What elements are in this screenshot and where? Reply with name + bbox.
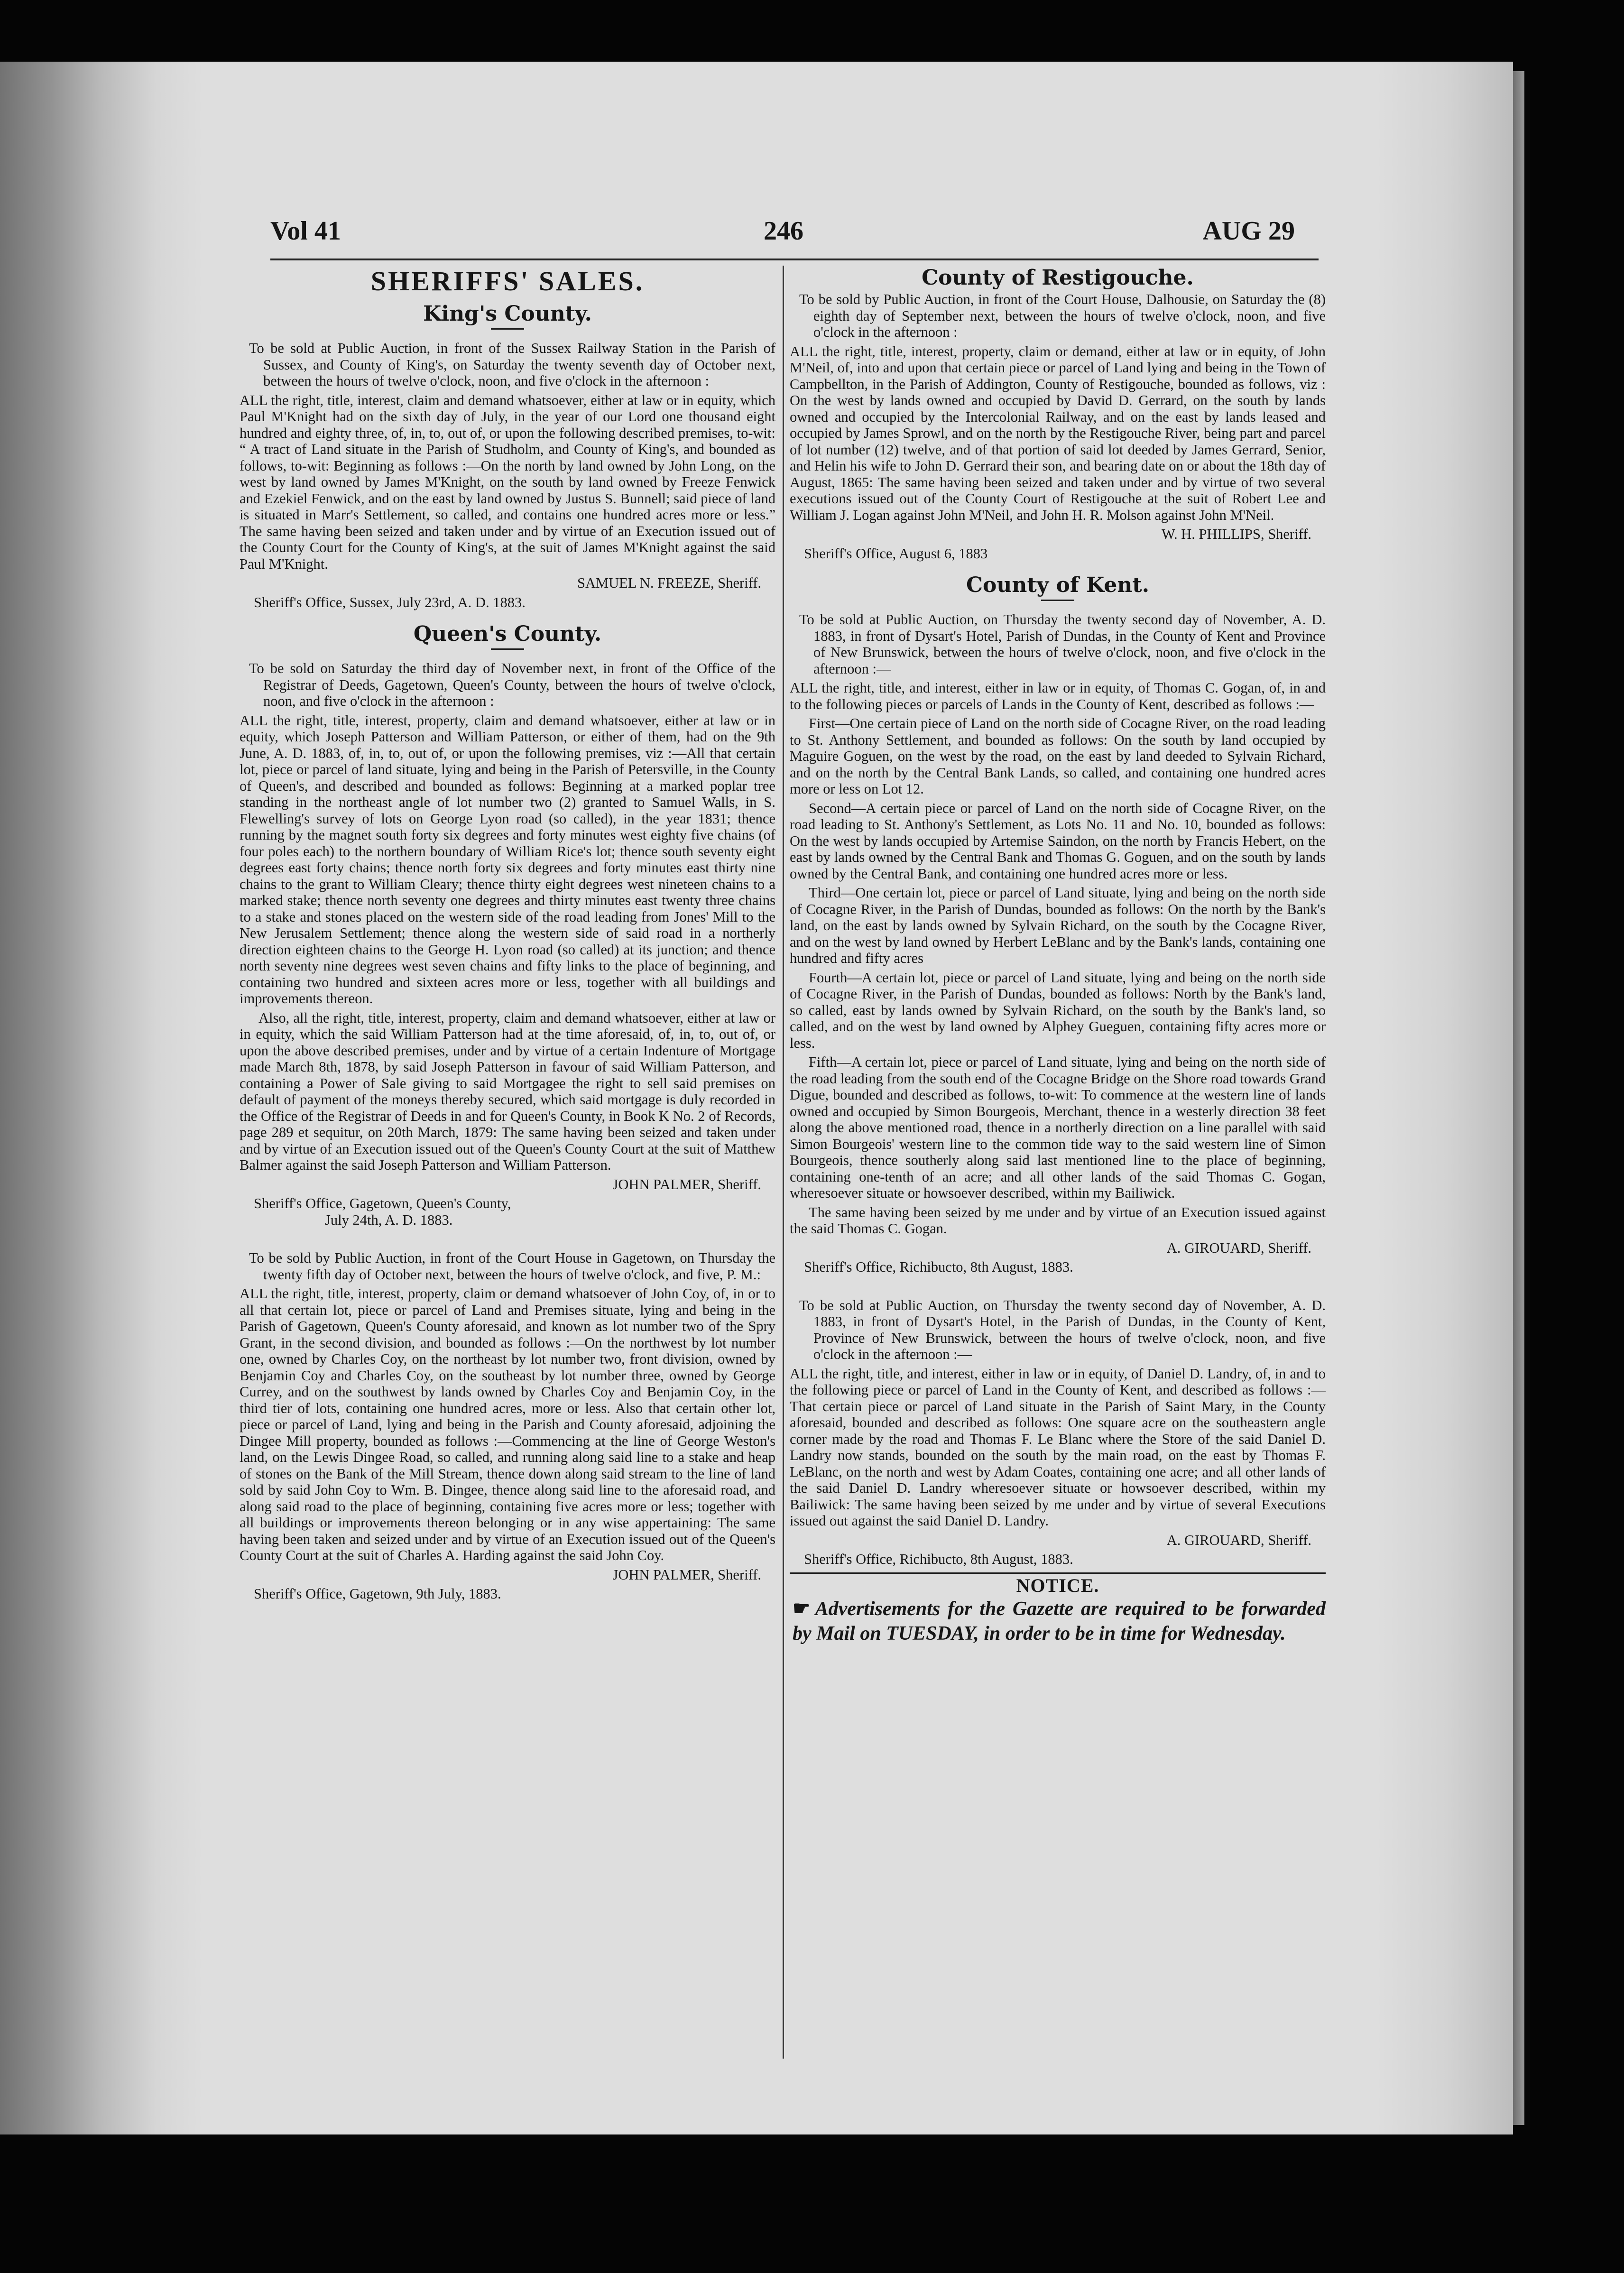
left-column bbox=[240, 266, 775, 1602]
spacer bbox=[790, 1275, 1326, 1297]
kings-signature: SAMUEL N. FREEZE, Sheriff. bbox=[577, 575, 761, 591]
queens-body-1: ALL the right, title, interest, property, claim and demand whatsoever, either at law or in equity, which Joseph Patterson and William Patterson, or either of them, had on the 9th June, A. D. 1883, of, in, to, out of, or upon the following premises, viz :—All that certain lot, piece or parcel of land situate, lying and being in the Parish of Petersville, in the County of Queen's, and described and bounded as follows: Beginning at a marked poplar tree standing in the northeast angle of lot number two (2) granted to Samuel Walls, in S. Flewelling's survey of lots on George Lyon road (so called), in the year 1831; thence running by the magnet south forty six degrees and forty minutes west eighty five chains (of four poles each) to the northern boundary of William Rice's lot; thence south seventy eight degrees east forty chains; thence north forty six degrees and forty minutes east thirty nine chains to the grant to William Cleary; thence thirty eight degrees west nineteen chains to a marked stake; thence north seventy one degrees and thirty minutes east twenty three chains to a stake and stones placed on the western side of the road leading from Jones' Mill to the New Jerusalem Settlement; thence along the western side of said road in a northerly direction eighteen chains to the George H. Lyon road (so called) at its junction; and thence north seventy nine degrees west seven chains and fifty links to the place of beginning, and containing two hundred and sixteen acres more or less, together with all buildings and improvements thereon. bbox=[240, 712, 775, 1007]
kent-office: Sheriff's Office, Richibucto, 8th August, 1883. bbox=[804, 1259, 1073, 1275]
kent-fourth: Fourth—A certain lot, piece or parcel of Land situate, lying and being on the north side of Cocagne River, in the Parish of Dundas, bounded as follows: North by the Bank's land, so called, east by lands owned by Sylvain Richard, on the south by the Bank's land, so called, and on the west by land owned by Alphey Gueguen, containing fifty acres more or less. bbox=[790, 969, 1326, 1051]
kent-first: First—One certain piece of Land on the north side of Cocagne River, on the road leading to St. Anthony Settlement, and bounded as follows: On the south by land occupied by Maguire Goguen, on the west by the road, on the east by land deeded to Sylvain Richard, and on the north by the Central Bank Lands, so called, and containing one hundred acres more or less on Lot 12. bbox=[790, 715, 1326, 797]
kent2-signature: A. GIROUARD, Sheriff. bbox=[1166, 1532, 1311, 1548]
page-number: 246 bbox=[764, 216, 803, 246]
section-title: SHERIFFS' SALES. bbox=[370, 266, 645, 296]
volume-number: Vol 41 bbox=[270, 216, 341, 246]
kent2-office: Sheriff's Office, Richibucto, 8th August, 1883. bbox=[804, 1551, 1073, 1567]
kent-third: Third—One certain lot, piece or parcel of Land situate, lying and being on the north side of Cocagne River, in the Parish of Dundas, bounded as follows: On the north by the Bank's land, on the east by lands owned by Sylvain Richard, on the south by the Cocagne River, and on the west by land owned by Herbert LeBlanc and by the Bank's lands, containing one hundred and fifty acres bbox=[790, 885, 1326, 966]
restigouche-body: ALL the right, title, interest, property, claim or demand, either at law or in equity, of John M'Neil, of, into and upon that certain piece or parcel of Land lying and being in the Town of Campbellton, in the Parish of Addington, County of Restigouche, bounded as follows, viz : On the west by lands owned and occupied by David D. Gerrard, on the south by lands owned and occupied by the Intercolonial Railway, and on the east by lands leased and occupied by James Sprowl, and on the north by the Restigouche River, being part and parcel of lot number (12) twelve, and of that portion of said lot deeded by James Gerrard, Senior, and Helin his wife to John D. Gerrard their son, and bearing date on or about the 18th day of August, 1865: The same having been seized and taken under and by virtue of two several executions issued out of the County Court of Restigouche at the suit of Robert Lee and William J. Logan against John M'Neil, and John H. R. Molson against John M'Neil. bbox=[790, 343, 1326, 523]
coy-office: Sheriff's Office, Gagetown, 9th July, 1883. bbox=[254, 1586, 501, 1602]
column-divider bbox=[783, 266, 784, 2059]
queens-lead: To be sold on Saturday the third day of November next, in front of the Office of the Registrar of Deeds, Gagetown, Queen's County, between the hours of twelve o'clock, noon, and five o'clock in the afternoon : bbox=[249, 660, 775, 709]
queens-body-2: Also, all the right, title, interest, property, claim and demand whatsoever, either at law or in equity, which the said William Patterson had at the time aforesaid, of, in, to, out of, or upon the above described premises, under and by virtue of a certain Indenture of Mortgage made March 8th, 1878, by said Joseph Patterson in favour of said William Patterson, and containing a Power of Sale giving to said Mortgagee the right to sell said premises on default of payment of the moneys thereby secured, which said mortgage is duly recorded in the Office of the Registrar of Deeds in and for Queen's County, in Book K No. 2 of Records, page 289 et sequitur, on 20th March, 1879: The same having been seized and taken under and by virtue of an Execution issued out of the Queen's County Court at the suit of Matthew Balmer against the said Joseph Patterson and William Patterson. bbox=[240, 1009, 775, 1173]
kent2-lead: To be sold at Public Auction, on Thursday the twenty second day of November, A. D. 1883, in front of Dysart's Hotel, in the Parish of Dundas, in the County of Kent, Province of New Brunswick, between the hours of twelve o'clock, noon, and five o'clock in the afternoon :— bbox=[799, 1297, 1326, 1362]
kent-fifth: Fifth—A certain lot, piece or parcel of Land situate, lying and being on the north side of the road leading from the south end of the Cocagne Bridge on the Shore road towards Grand Digue, bounded and described as follows, to-wit: To commence at the western line of lands owned and occupied by Simon Bourgeois, Merchant, thence in a westerly direction 38 feet along the above mentioned road, thence in a northerly direction on a line parallel with said Simon Bourgeois' western line to the common tide way to the said western line of Simon Bourgeois, thence southerly along said last mentioned line to the place of beginning, containing one-tenth of an acre; and all other lands of the said Thomas C. Gogan, wheresoever situate or howsoever described, within my Bailiwick. bbox=[790, 1054, 1326, 1201]
right-column bbox=[790, 266, 1326, 1646]
kent-closing: The same having been seized by me under and by virtue of an Execution issued against the said Thomas C. Gogan. bbox=[790, 1204, 1326, 1237]
coy-lead: To be sold by Public Auction, in front of the Court House in Gagetown, on Thursday the twenty fifth day of October next, between the hours of twelve o'clock, and five, P. M.: bbox=[249, 1250, 775, 1283]
restigouche-office: Sheriff's Office, August 6, 1883 bbox=[804, 545, 988, 562]
restigouche-lead: To be sold by Public Auction, in front of the Court House, Dalhousie, on Saturday the (8) eighth day of September next, between the hours of twelve o'clock, noon, and five o'clock in the afternoon : bbox=[799, 291, 1326, 340]
spacer bbox=[240, 1228, 775, 1250]
kent-lead: To be sold at Public Auction, on Thursday the twenty second day of November, A. D. 1883, in front of Dysart's Hotel, Parish of Dundas, in the County of Kent and Province of New Brunswick, between the hours of twelve o'clock, noon, and five o'clock in the afternoon :— bbox=[799, 611, 1326, 677]
kings-county-heading: King's County. bbox=[423, 302, 592, 326]
queens-office-1: Sheriff's Office, Gagetown, Queen's County, bbox=[254, 1195, 511, 1211]
page-edge bbox=[1513, 71, 1524, 2125]
notice-divider bbox=[790, 1572, 1326, 1574]
kent-body: ALL the right, title, and interest, either in law or in equity, of Thomas C. Gogan, of, in and to the following pieces or parcels of Lands in the County of Kent, described as follows :— bbox=[790, 680, 1326, 712]
issue-date: AUG 29 bbox=[1202, 216, 1295, 246]
kings-body: ALL the right, title, interest, claim and demand whatsoever, either at law or in equity, which Paul M'Knight had on the sixth day of July, in the year of our Lord one thousand eight hundred and eighty three, of, in, to, out of, or upon the following described premises, to-wit: “ A tract of Land situate in the Parish of Studholm, and County of King's, and bounded as follows, to-wit: Beginning as follows :—On the north by land owned by John Long, on the west by land owned by James M'Knight, on the south by land owned by Freeze Fenwick and Ezekiel Fenwick, and on the east by land owned by Justus S. Bunnell; said piece of land is situated in Marr's Settlement, so called, and contains one hundred acres more or less.” The same having been seized and taken under and by virtue of an Execution issued out of the County Court for the County of King's, at the suit of James M'Knight against the said Paul M'Knight. bbox=[240, 392, 775, 572]
page-header bbox=[270, 216, 1319, 260]
coy-signature: JOHN PALMER, Sheriff. bbox=[612, 1566, 761, 1583]
restigouche-signature: W. H. PHILLIPS, Sheriff. bbox=[1161, 526, 1311, 542]
queens-county-heading: Queen's County. bbox=[413, 622, 602, 646]
kings-lead: To be sold at Public Auction, in front of the Sussex Railway Station in the Parish of Sussex, and County of King's, on Saturday the twenty seventh day of October next, between the hours of twelve o'clock, noon, and five o'clock in the afternoon : bbox=[249, 340, 775, 389]
queens-office-2: July 24th, A. D. 1883. bbox=[325, 1211, 453, 1228]
divider bbox=[1041, 600, 1074, 601]
notice-title: NOTICE. bbox=[1016, 1574, 1099, 1596]
notice-body: Advertisements for the Gazette are required to be forwarded by Mail on TUESDAY, in order to be in time for Wednesday. bbox=[793, 1598, 1326, 1645]
kings-office: Sheriff's Office, Sussex, July 23rd, A. D. 1883. bbox=[254, 594, 526, 610]
notice-text bbox=[790, 1597, 1326, 1646]
divider bbox=[491, 648, 524, 650]
kent-signature: A. GIROUARD, Sheriff. bbox=[1166, 1239, 1311, 1256]
kent-county-heading: County of Kent. bbox=[966, 573, 1150, 597]
pointing-hand-icon: ☛ bbox=[793, 1598, 811, 1620]
restigouche-heading: County of Restigouche. bbox=[922, 266, 1194, 290]
kent-second: Second—A certain piece or parcel of Land on the north side of Cocagne River, on the road leading to St. Anthony's Settlement, as Lots No. 11 and No. 10, bounded as follows: On the west by lands occupied by Artemise Saindon, on the north by Francis Hebert, on the east by lands owned by the Central Bank and Thomas G. Goguen, and on the south by lands owned by the Central Bank, and containing one hundred acres more or less. bbox=[790, 800, 1326, 882]
divider bbox=[491, 328, 524, 330]
queens-signature: JOHN PALMER, Sheriff. bbox=[612, 1176, 761, 1192]
coy-body: ALL the right, title, interest, property, claim or demand whatsoever of John Coy, of, in or to all that certain lot, piece or parcel of Land and Premises situate, lying and being in the Parish of Gagetown, Queen's County aforesaid, and known as lot number two of the Spry Grant, in the second division, and bounded as follows :—On the northwest by lot number one, owned by Charles Coy, on the northeast by lot number two, front division, owned by Benjamin Coy and Charles Coy, on the southeast by lot number three, owned by George Currey, and on the southwest by lands owned by Charles Coy and Benjamin Coy, in the third tier of lots, containing one hundred acres, more or less. Also that certain other lot, piece or parcel of Land, lying and being in the Parish and County aforesaid, adjoining the Dingee Mill property, bounded as follows :—Commencing at the line of George Weston's land, on the Lewis Dingee Road, so called, and running along said line to a stake and heap of stones on the Bank of the Mill Stream, thence down along said stream to the line of land sold by said John Coy to Wm. B. Dingee, thence along said line to the aforesaid road, and along said road to the place of beginning, containing five acres more or less; together with all buildings or improvements thereon belonging or in any wise appertaining: The same having been taken and seized under and by virtue of an Execution issued out of the Queen's County Court at the suit of Charles A. Harding against the said John Coy. bbox=[240, 1285, 775, 1563]
kent2-body: ALL the right, title, and interest, either in law or in equity, of Daniel D. Landry, of, in and to the following piece or parcel of Land in the County of Kent, and described as follows :—That certain piece or parcel of Land situate in the Parish of Saint Mary, in the County aforesaid, bounded and described as follows: One square acre on the southeastern angle corner made by the road and Thomas F. Le Blanc where the Store of the said Daniel D. Landry now stands, bounded on the south by the main road, on the east by Thomas F. LeBlanc, on the north and west by Adam Coates, containing one acre; and all other lands of the said Daniel D. Landry wheresoever situate or howsoever described, within my Bailiwick: The same having been seized by me under and by virtue of several Executions issued out against the said Daniel D. Landry. bbox=[790, 1365, 1326, 1529]
